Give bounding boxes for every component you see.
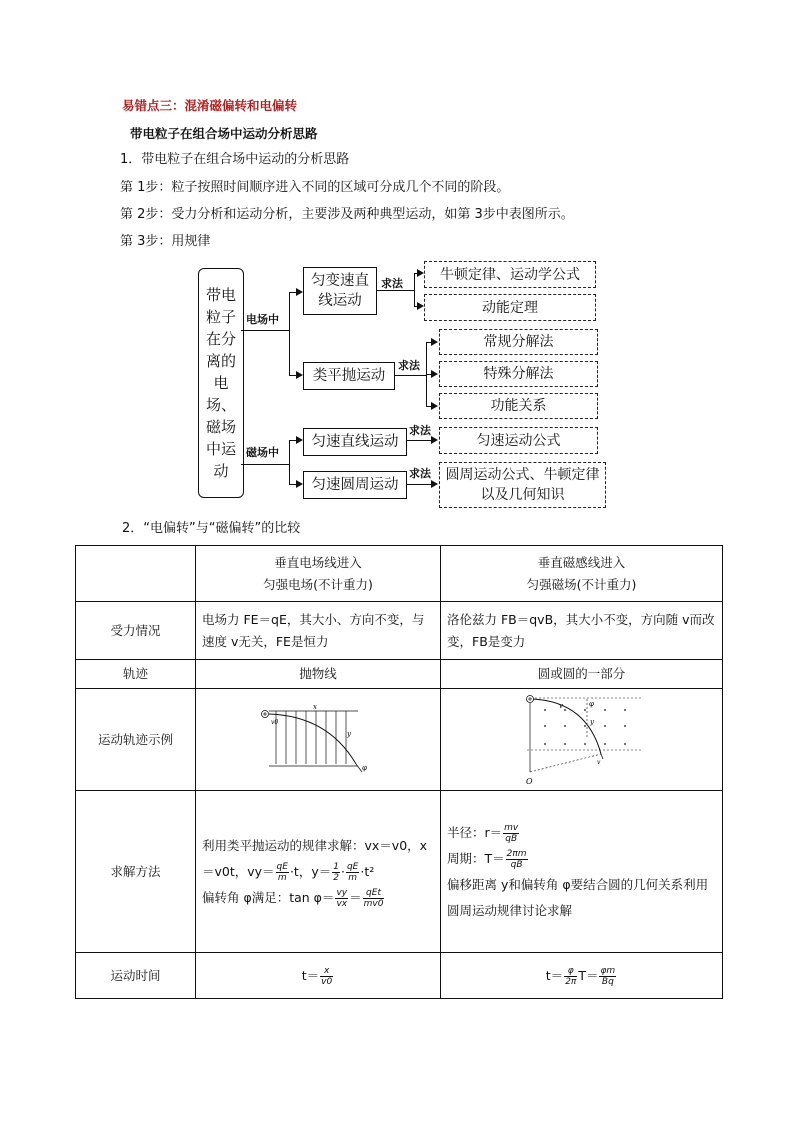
step3-text: 第 3步：用规律 (120, 234, 211, 249)
svg-text:φ: φ (588, 699, 594, 708)
row-header-time: 运动时间 (76, 953, 196, 999)
row-header-force: 受力情况 (76, 602, 196, 660)
electric-deflection-diagram (258, 704, 378, 776)
step1-text: 第 1步：粒子按照时间顺序进入不同的区域可分成几个不同的阶段。 (120, 180, 510, 195)
comparison-table (75, 545, 723, 999)
svg-text:y: y (347, 729, 351, 738)
cell-track-electric: 抛物线 (196, 660, 441, 689)
method-kinetic-energy: 动能定理 (424, 294, 596, 321)
method-newton: 牛顿定律、运动学公式 (424, 261, 596, 288)
cell-method-electric: 利用类平抛运动的规律求解：vx＝v0，x ＝v0t，vy＝ $\frac{qE}{m}$ ·t，y＝ $\frac{1}{2}$ · $\frac{qE}{m}$ ·t² 偏转角 φ满足：tan φ＝ $\frac{vy}{vx}$ ＝ $\frac{\text{qEt}}{mv0}$ (196, 791, 441, 953)
table-row-track (76, 660, 723, 689)
svg-text:v0: v0 (271, 718, 279, 726)
flow-left-box (198, 268, 244, 498)
col-magnetic-header: 垂直磁感线进入 匀强磁场(不计重力) (441, 546, 723, 602)
section1-title: 1．带电粒子在组合场中运动的分析思路 (120, 152, 350, 167)
method-circular: 圆周运动公式、牛顿定律以及几何知识 (439, 462, 606, 508)
heading-analysis: 带电粒子在组合场中运动分析思路 (130, 126, 318, 141)
table-row-example (76, 689, 723, 791)
table-header-row (76, 546, 723, 602)
method-special-decomp: 特殊分解法 (439, 361, 598, 387)
section2-title: 2．“电偏转”与“磁偏转”的比较 (122, 521, 301, 536)
motion-projectile-like: 类平抛运动 (303, 362, 395, 390)
cell-method-magnetic: 半径：r＝ $\frac{mv}{qB}$ 周期：T＝ $\frac{2\pi m}{qB}$ 偏移距离 y和偏转角 φ要结合圆的几何关系利用圆周运动规律讨论求解 (441, 791, 723, 953)
table-row-force (76, 602, 723, 660)
branch-magnetic-label: 磁场中 (246, 446, 279, 459)
svg-text:v: v (596, 758, 600, 766)
method-label-4: 求法 (409, 467, 431, 480)
cell-example-magnetic (441, 689, 723, 791)
cell-force-electric: 电场力 FE＝qE，其大小、方向不变，与速度 v无关，FE是恒力 (196, 602, 441, 660)
method-uniform-formula: 匀速运动公式 (439, 427, 598, 454)
method-label-2: 求法 (398, 359, 420, 372)
branch-electric-label: 电场中 (246, 313, 279, 326)
motion-uniform-linear: 匀速直线运动 (303, 428, 407, 456)
step2-text: 第 2步：受力分析和运动分析，主要涉及两种典型运动，如第 3步中表图所示。 (120, 207, 574, 222)
method-label-3: 求法 (409, 424, 431, 437)
row-header-track: 轨迹 (76, 660, 196, 689)
table-corner-cell (76, 546, 196, 602)
cell-example-electric (196, 689, 441, 791)
motion-uniform-circular: 匀速圆周运动 (303, 471, 407, 499)
cell-force-magnetic: 洛伦兹力 FB＝qvB，其大小不变，方向随 v而改变，FB是变力 (441, 602, 723, 660)
method-label-1: 求法 (381, 277, 403, 290)
cell-track-magnetic: 圆或圆的一部分 (441, 660, 723, 689)
method-regular-decomp: 常规分解法 (439, 329, 598, 355)
row-header-example: 运动轨迹示例 (76, 689, 196, 791)
svg-text:φ: φ (362, 763, 367, 772)
heading-error-point: 易错点三：混淆磁偏转和电偏转 (122, 98, 298, 113)
flow-left-box-text: 带电粒子在分离的电场、磁场中运动 (205, 286, 236, 480)
table-row-method (76, 791, 723, 953)
svg-text:O: O (525, 776, 533, 786)
cell-time-magnetic: t＝ $\frac{\varphi}{2\pi}$ T＝ $\frac{\varphi m}{Bq}$ (441, 953, 723, 999)
motion-uniform-accel: 匀变速直线运动 (303, 267, 377, 315)
row-header-method: 求解方法 (76, 791, 196, 953)
svg-text:y: y (589, 717, 594, 726)
svg-text:v: v (558, 701, 563, 710)
table-row-time (76, 953, 723, 999)
magnetic-deflection-diagram (517, 694, 647, 786)
method-work-energy: 功能关系 (439, 393, 598, 419)
cell-time-electric: t＝ $\frac{x}{v0}$ (196, 953, 441, 999)
col-electric-header: 垂直电场线进入 匀强电场(不计重力) (196, 546, 441, 602)
svg-text:x: x (313, 703, 317, 711)
